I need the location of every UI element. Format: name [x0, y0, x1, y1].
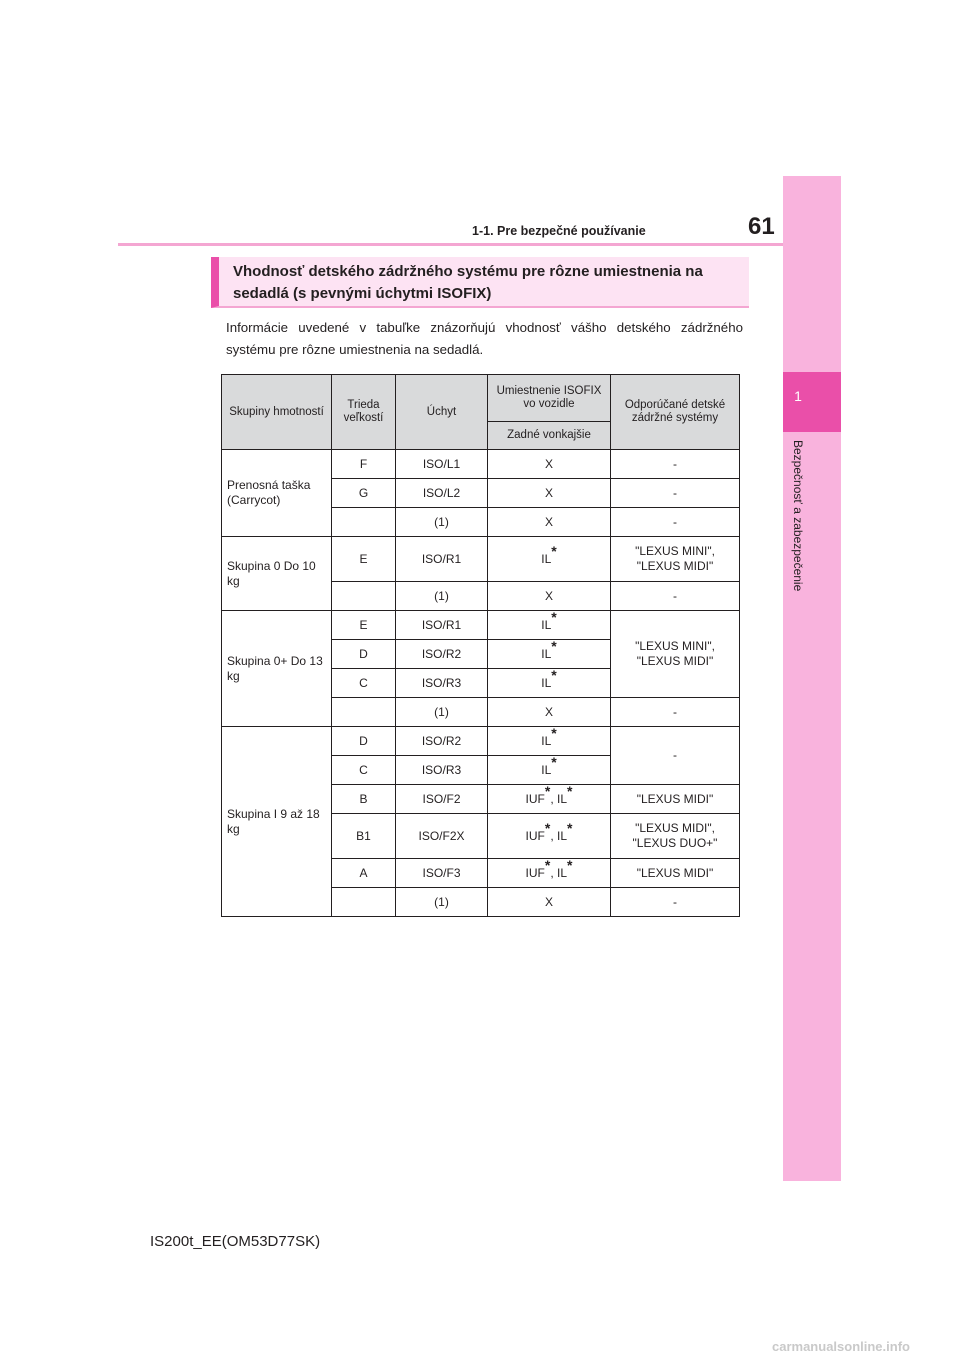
fixture-cell: ISO/F3 [396, 859, 488, 888]
fixture-cell: ISO/R1 [396, 537, 488, 582]
header-fixture: Úchyt [396, 375, 488, 450]
position-cell [488, 608, 611, 640]
size-class-cell: B1 [332, 814, 396, 859]
position-cell [488, 724, 611, 756]
recommended-cell: "LEXUS MIDI" [611, 785, 740, 814]
fixture-cell: ISO/F2X [396, 814, 488, 859]
fixture-cell: (1) [396, 582, 488, 611]
footnote-mark: * [551, 542, 557, 559]
table-row [222, 450, 740, 479]
fixture-cell: ISO/F2 [396, 785, 488, 814]
size-class-cell: A [332, 859, 396, 888]
footnote-mark: * [544, 819, 551, 836]
footnote-mark: * [567, 782, 573, 799]
intro-text: Informácie uvedené v tabuľke znázorňujú vhodnosť vášho detského zádržného systému pre rôzne umiestnenia na sedadlá. [226, 320, 743, 357]
section-title-line1: Vhodnosť detského zádržného systému pre rôzne umiestnenia na [233, 263, 703, 280]
footnote-mark: * [551, 666, 557, 683]
group-cell: Skupina I 9 až 18 kg [222, 727, 332, 917]
watermark: carmanualsonline.info [772, 1339, 910, 1354]
footnote-mark: * [551, 753, 557, 770]
footnote-mark: * [544, 856, 551, 873]
size-class-cell [332, 888, 396, 917]
position-text: , IL [550, 828, 568, 843]
fixture-cell: ISO/R3 [396, 756, 488, 785]
position-cell: X [488, 479, 611, 508]
size-class-cell: E [332, 611, 396, 640]
position-cell: X [488, 508, 611, 537]
position-text: , IL [550, 791, 568, 806]
position-text: , IL [550, 865, 568, 880]
position-cell [488, 814, 611, 859]
position-cell [488, 637, 611, 669]
position-cell: X [488, 888, 611, 917]
section-title-box [211, 257, 749, 308]
footnote-mark: * [567, 819, 573, 836]
header-recommended: Odporúčané detské zádržné systémy [611, 375, 740, 450]
size-class-cell: B [332, 785, 396, 814]
recommended-cell: - [611, 888, 740, 917]
fixture-cell: (1) [396, 698, 488, 727]
fixture-cell: ISO/R3 [396, 669, 488, 698]
recommended-cell: "LEXUS MINI", "LEXUS MIDI" [611, 611, 740, 698]
recommended-cell: - [611, 450, 740, 479]
position-cell [488, 856, 611, 888]
footnote-mark: * [551, 724, 557, 741]
group-cell: Skupina 0 Do 10 kg [222, 537, 332, 611]
isofix-table [221, 374, 740, 917]
chapter-number: 1 [794, 388, 802, 404]
size-class-cell: C [332, 669, 396, 698]
recommended-cell: - [611, 727, 740, 785]
position-cell [488, 782, 611, 814]
position-text: IL [541, 762, 552, 777]
position-text: IUF [525, 828, 545, 843]
size-class-cell [332, 698, 396, 727]
size-class-cell: F [332, 450, 396, 479]
table-row [222, 537, 740, 582]
recommended-cell: "LEXUS MIDI" [611, 859, 740, 888]
table-header-row [222, 375, 740, 422]
page-number: 61 [748, 213, 775, 240]
document-code: IS200t_EE(OM53D77SK) [150, 1233, 321, 1250]
size-class-cell: D [332, 727, 396, 756]
fixture-cell: ISO/R2 [396, 727, 488, 756]
footnote-mark: * [544, 782, 551, 799]
size-class-cell: D [332, 640, 396, 669]
recommended-cell: "LEXUS MIDI", "LEXUS DUO+" [611, 814, 740, 859]
fixture-cell: ISO/L2 [396, 479, 488, 508]
chapter-title-wrap [783, 440, 813, 740]
group-cell: Skupina 0+ Do 13 kg [222, 611, 332, 727]
footnote-mark: * [551, 637, 557, 654]
position-text: IL [541, 675, 552, 690]
fixture-cell: (1) [396, 508, 488, 537]
position-cell: X [488, 698, 611, 727]
group-cell: Prenosná taška (Carrycot) [222, 450, 332, 537]
position-cell [488, 666, 611, 698]
recommended-cell: - [611, 508, 740, 537]
position-text: IUF [525, 791, 545, 806]
header-rear-outboard: Zadné vonkajšie [488, 422, 611, 450]
position-text: IL [541, 617, 552, 632]
position-text: IUF [525, 865, 545, 880]
size-class-cell [332, 582, 396, 611]
section-header: 1-1. Pre bezpečné používanie [472, 224, 646, 238]
section-title-line2: sedadlá (s pevnými úchytmi ISOFIX) [233, 285, 492, 302]
header-size-class: Trieda veľkostí [332, 375, 396, 450]
chapter-title: Bezpečnosť a zabezpečenie [791, 440, 805, 592]
position-text: IL [541, 733, 552, 748]
header-group: Skupiny hmotností [222, 375, 332, 450]
fixture-cell: (1) [396, 888, 488, 917]
position-text: IL [541, 646, 552, 661]
recommended-cell: - [611, 479, 740, 508]
recommended-cell: "LEXUS MINI", "LEXUS MIDI" [611, 537, 740, 582]
size-class-cell [332, 508, 396, 537]
header-rule [118, 243, 841, 246]
position-cell [488, 753, 611, 785]
fixture-cell: ISO/L1 [396, 450, 488, 479]
recommended-cell: - [611, 698, 740, 727]
position-text: IL [541, 551, 552, 566]
size-class-cell: G [332, 479, 396, 508]
table-row [222, 611, 740, 640]
recommended-cell: - [611, 582, 740, 611]
position-cell: X [488, 450, 611, 479]
fixture-cell: ISO/R1 [396, 611, 488, 640]
position-cell [488, 537, 611, 582]
size-class-cell: E [332, 537, 396, 582]
header-isofix-positions: Umiestnenie ISOFIX vo vozidle [488, 375, 611, 422]
fixture-cell: ISO/R2 [396, 640, 488, 669]
table-row [222, 727, 740, 756]
position-cell: X [488, 582, 611, 611]
size-class-cell: C [332, 756, 396, 785]
footnote-mark: * [567, 856, 573, 873]
footnote-mark: * [551, 608, 557, 625]
